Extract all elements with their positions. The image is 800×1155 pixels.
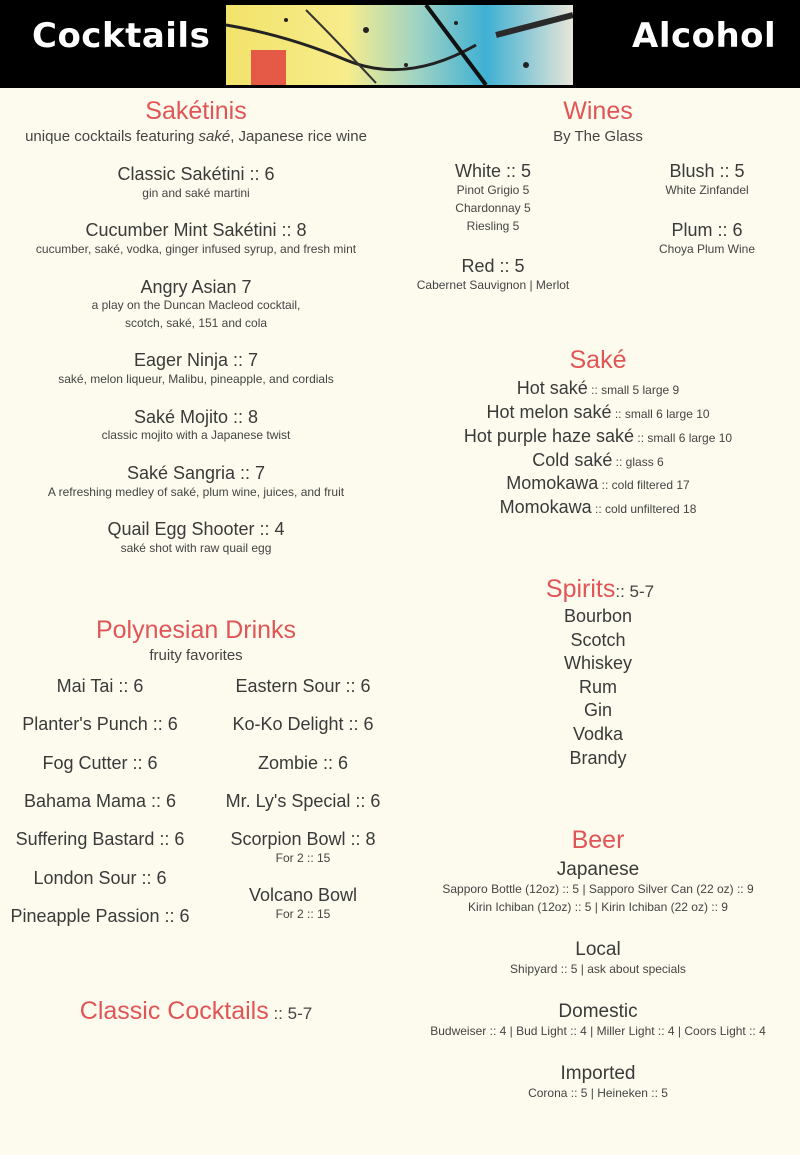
wine-item: Chardonnay 5 [455,201,531,215]
beer-line: Corona :: 5 | Heineken :: 5 [528,1086,668,1100]
menu-item-desc: classic mojito with a Japanese twist [101,428,291,442]
spirit-item: Brandy [569,748,627,768]
beer-japanese: Japanese [556,859,640,880]
saketinis-heading: Sakétinis [145,97,247,125]
menu-item-name: Quail Egg Shooter :: 4 [107,519,285,539]
wine-item: Choya Plum Wine [658,242,756,256]
polynesian-heading: Polynesian Drinks [95,616,297,644]
spirit-item: Scotch [570,630,626,650]
menu-item-name: Eager Ninja :: 7 [133,350,259,370]
drink-item: Pineapple Passion :: 6 [10,906,190,926]
header-bar [0,0,800,88]
drink-note: For 2 :: 15 [275,851,331,865]
drink-item: Suffering Bastard :: 6 [15,829,185,849]
wine-item: Riesling 5 [466,219,520,233]
beer-local: Local [575,939,621,960]
sake-item: Cold saké :: glass 6 [532,450,664,470]
menu-item-name: Saké Sangria :: 7 [126,463,266,483]
menu-item-name: Cucumber Mint Sakétini :: 8 [85,220,307,240]
drink-item: Planter's Punch :: 6 [22,714,178,734]
wine-blush: Blush :: 5 [669,161,745,181]
drink-item: Mai Tai :: 6 [56,676,144,696]
beer-line: Sapporo Bottle (12oz) :: 5 | Sapporo Silver Can (22 oz) :: 9 [442,882,754,896]
sake-item: Hot melon saké :: small 6 large 10 [486,402,710,422]
spirit-item: Bourbon [563,606,633,626]
menu-item-desc: saké, melon liqueur, Malibu, pineapple, and cordials [58,372,334,386]
menu-item-desc: gin and saké martini [142,186,250,200]
spirits-heading: Spirits:: 5-7 [545,575,655,603]
menu-item-desc: saké shot with raw quail egg [120,541,272,555]
spirit-item: Gin [583,700,613,720]
beer-domestic: Domestic [558,1001,638,1022]
header-painting [226,5,573,85]
drink-item: Ko-Ko Delight :: 6 [232,714,374,734]
wines-subtitle: By The Glass [553,128,643,145]
drink-item: Zombie :: 6 [257,753,349,773]
sake-heading: Saké [569,346,627,374]
beer-line: Kirin Ichiban (12oz) :: 5 | Kirin Ichiban (22 oz) :: 9 [468,900,728,914]
drink-item: Mr. Ly's Special :: 6 [225,791,381,811]
wine-white: White :: 5 [454,161,532,181]
sake-item: Momokawa :: cold filtered 17 [506,473,690,493]
spirit-item: Whiskey [563,653,633,673]
menu-item-name: Saké Mojito :: 8 [133,407,259,427]
sake-item: Momokawa :: cold unfiltered 18 [499,497,697,517]
drink-item: Scorpion Bowl :: 8 [230,829,376,849]
drink-item: Volcano Bowl [248,885,358,905]
menu-item-desc: cucumber, saké, vodka, ginger infused syrup, and fresh mint [35,242,357,256]
drink-note: For 2 :: 15 [275,907,331,921]
menu-item-desc: A refreshing medley of saké, plum wine, juices, and fruit [47,485,345,499]
saketinis-subtitle: unique cocktails featuring saké, Japanese rice wine [25,128,367,145]
spirit-item: Rum [578,677,618,697]
drink-item: Eastern Sour :: 6 [235,676,371,696]
alcohol-title: Alcohol [632,16,777,56]
wine-item: White Zinfandel [665,183,749,197]
polynesian-subtitle: fruity favorites [149,647,243,664]
classic-cocktails-heading: Classic Cocktails :: 5-7 [79,997,313,1025]
wines-heading: Wines [563,97,633,125]
drink-item: London Sour :: 6 [33,868,167,888]
drink-item: Bahama Mama :: 6 [23,791,177,811]
beer-line: Budweiser :: 4 | Bud Light :: 4 | Miller Light :: 4 | Coors Light :: 4 [430,1024,766,1038]
wine-item: Cabernet Sauvignon | Merlot [416,278,570,292]
sake-item: Hot saké :: small 5 large 9 [516,378,680,398]
wine-item: Pinot Grigio 5 [456,183,530,197]
wine-red: Red :: 5 [461,256,525,276]
menu-item-name: Angry Asian 7 [140,277,252,297]
beer-imported: Imported [560,1063,636,1084]
menu-item-desc: a play on the Duncan Macleod cocktail, [91,298,301,312]
menu-item-name: Classic Sakétini :: 6 [117,164,275,184]
sake-item: Hot purple haze saké :: small 6 large 10 [463,426,733,446]
cocktails-title: Cocktails [32,16,211,56]
beer-line: Shipyard :: 5 | ask about specials [510,962,686,976]
wine-plum: Plum :: 6 [671,220,743,240]
spirit-item: Vodka [572,724,624,744]
beer-heading: Beer [571,826,625,854]
drink-item: Fog Cutter :: 6 [42,753,158,773]
menu-item-desc: scotch, saké, 151 and cola [124,316,268,330]
